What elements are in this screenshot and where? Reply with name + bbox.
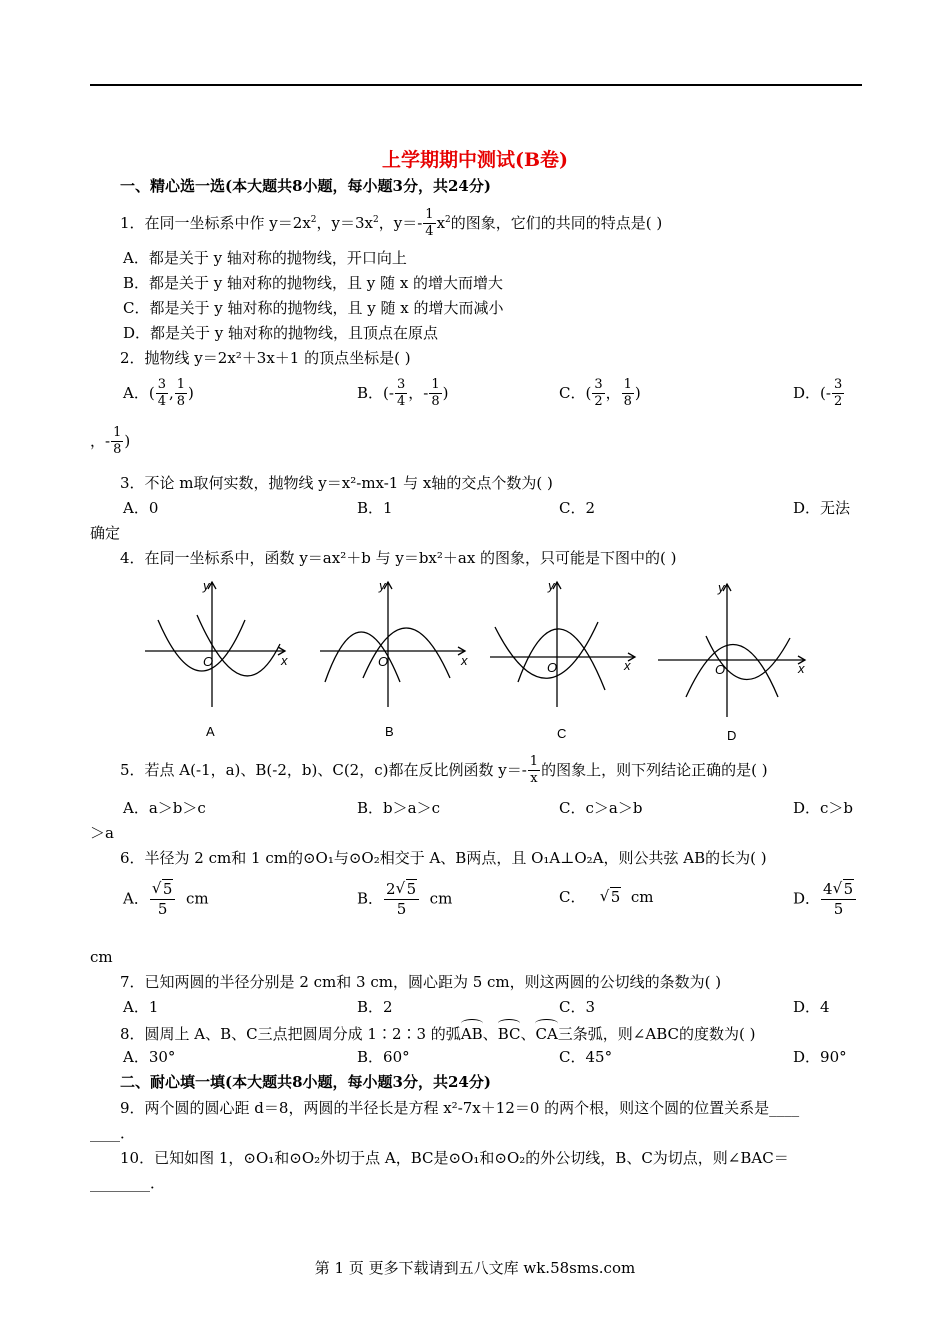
- question-5-option-c: C．c＞a＞b: [559, 799, 643, 817]
- svg-text:O: O: [547, 660, 558, 675]
- graph-b-label: B: [385, 724, 394, 739]
- question-3-option-d-cont: 确定: [90, 524, 121, 542]
- svg-text:O: O: [715, 662, 726, 677]
- svg-text:y: y: [203, 578, 210, 593]
- svg-text:x: x: [461, 653, 468, 668]
- question-5-option-b: B．b＞a＞c: [357, 799, 440, 817]
- graph-c-label: C: [557, 726, 567, 741]
- graph-b: [320, 582, 465, 707]
- question-9-blank: ____．: [90, 1124, 136, 1142]
- question-1-option-d: D．都是关于 y 轴对称的抛物线，且顶点在原点: [123, 324, 439, 342]
- question-7-option-c: C．3: [559, 998, 596, 1016]
- question-7-option-a: A．1: [123, 998, 159, 1016]
- page-title: 上学期期中测试(B卷): [381, 149, 569, 171]
- question-6-option-c: C． √ 5 cm: [559, 888, 654, 906]
- graph-a: [145, 582, 285, 707]
- graph-a-label: A: [206, 724, 215, 739]
- section-1-heading: 一、精心选一选(本大题共8小题，每小题3分，共24分): [120, 177, 491, 195]
- question-6-option-b: B． $\frac{2√ 5}{5}$ cm: [357, 880, 452, 919]
- question-8-option-b: B．60°: [357, 1048, 410, 1066]
- question-4-stem: 4．在同一坐标系中，函数 y＝ax²＋b 与 y＝bx²＋ax 的图象，只可能是下图中的( ): [120, 549, 677, 567]
- question-2-option-d-cont: ，- $\frac{1}{8}$ ): [90, 425, 131, 458]
- question-8-option-a: A．30°: [123, 1048, 176, 1066]
- question-8-option-c: C．45°: [559, 1048, 613, 1066]
- graph-d-label: D: [727, 728, 737, 743]
- question-2-option-d: D．(- $\frac{3}{2}$: [793, 377, 843, 410]
- question-7-stem: 7．已知两圆的半径分别是 2 cm和 3 cm，圆心距为 5 cm，则这两圆的公切线的条数为( ): [120, 973, 722, 991]
- svg-text:y: y: [718, 580, 725, 595]
- question-2-option-c: C．( $\frac{3}{2}$ ， $\frac{1}{8}$ ): [559, 377, 641, 410]
- question-3-option-b: B．1: [357, 499, 393, 517]
- header-rule: [90, 84, 862, 86]
- question-2-option-b: B．(- $\frac{3}{4}$ ，- $\frac{1}{8}$ ): [357, 377, 449, 410]
- question-2-stem: 2．抛物线 y＝2x²＋3x＋1 的顶点坐标是( ): [120, 349, 411, 367]
- question-2-option-a: A．( $\frac{3}{4}$ , $\frac{1}{8}$ ): [123, 377, 194, 410]
- question-1-option-c: C．都是关于 y 轴对称的抛物线，且 y 随 x 的增大而减小: [123, 299, 504, 317]
- question-4-graphs: [0, 572, 950, 752]
- question-7-option-b: B．2: [357, 998, 393, 1016]
- page-footer: 第 1 页 更多下载请到五八文库 wk.58sms.com: [314, 1259, 636, 1277]
- svg-text:x: x: [281, 653, 288, 668]
- question-10-stem: 10．已知如图 1，⊙O₁和⊙O₂外切于点 A，BC是⊙O₁和⊙O₂的外公切线，B、C为切点，则∠BAC＝: [120, 1149, 789, 1167]
- svg-text:O: O: [203, 654, 214, 669]
- question-6-stem: 6．半径为 2 cm和 1 cm的⊙O₁与⊙O₂相交于 A、B两点，且 O₁A⊥O₂A，则公共弦 AB的长为( ): [120, 849, 767, 867]
- question-5-option-d: D．c＞b: [793, 799, 854, 817]
- question-1-option-b: B．都是关于 y 轴对称的抛物线，且 y 随 x 的增大而增大: [123, 274, 504, 292]
- question-9-stem: 9．两个圆的圆心距 d＝8，两圆的半径长是方程 x²-7x＋12＝0 的两个根，则这个圆的位置关系是____: [120, 1099, 800, 1117]
- section-2-heading: 二、耐心填一填(本大题共8小题，每小题3分，共24分): [120, 1073, 491, 1091]
- question-8-stem: 8．圆周上 A、B、C三点把圆周分成 1∶2∶3 的弧AB、BC、CA三条弧，则∠ABC的度数为( ): [120, 1021, 755, 1043]
- question-6-option-d-cont: cm: [90, 948, 113, 966]
- question-3-option-d: D．无法: [793, 499, 851, 517]
- question-6-option-d: D． $\frac{4√ 5}{5}$: [793, 880, 857, 919]
- question-7-option-d: D．4: [793, 998, 830, 1016]
- question-5-option-a: A．a＞b＞c: [123, 799, 206, 817]
- question-5-option-d-cont: ＞a: [90, 824, 114, 842]
- svg-text:y: y: [379, 578, 386, 593]
- graph-c: [490, 582, 635, 707]
- question-10-blank: ________．: [90, 1174, 166, 1192]
- question-3-option-a: A．0: [123, 499, 159, 517]
- question-3-option-c: C．2: [559, 499, 596, 517]
- graph-d: [658, 584, 805, 717]
- svg-text:O: O: [378, 654, 389, 669]
- svg-text:y: y: [548, 578, 555, 593]
- question-1-stem: 1．在同一坐标系中作 $y=2x^2$，$y=3x^2$，y＝- $\frac{1}{4}$ $x^2$的图象，它们的共同的特点是( ): [120, 207, 663, 240]
- question-6-option-a: A． √ $\frac{5}{5}$ cm: [123, 880, 209, 919]
- question-5-stem: 5．若点 A(-1，a)、B(-2，b)、C(2，c)都在反比例函数 y＝- $\frac{1}{x}$ 的图象上，则下列结论正确的是( ): [120, 754, 768, 787]
- question-3-stem: 3．不论 m取何实数，抛物线 y＝x²-mx-1 与 x轴的交点个数为( ): [120, 474, 553, 492]
- svg-text:x: x: [624, 658, 631, 673]
- svg-text:x: x: [798, 661, 805, 676]
- question-8-option-d: D．90°: [793, 1048, 847, 1066]
- question-1-option-a: A．都是关于 y 轴对称的抛物线，开口向上: [123, 249, 407, 267]
